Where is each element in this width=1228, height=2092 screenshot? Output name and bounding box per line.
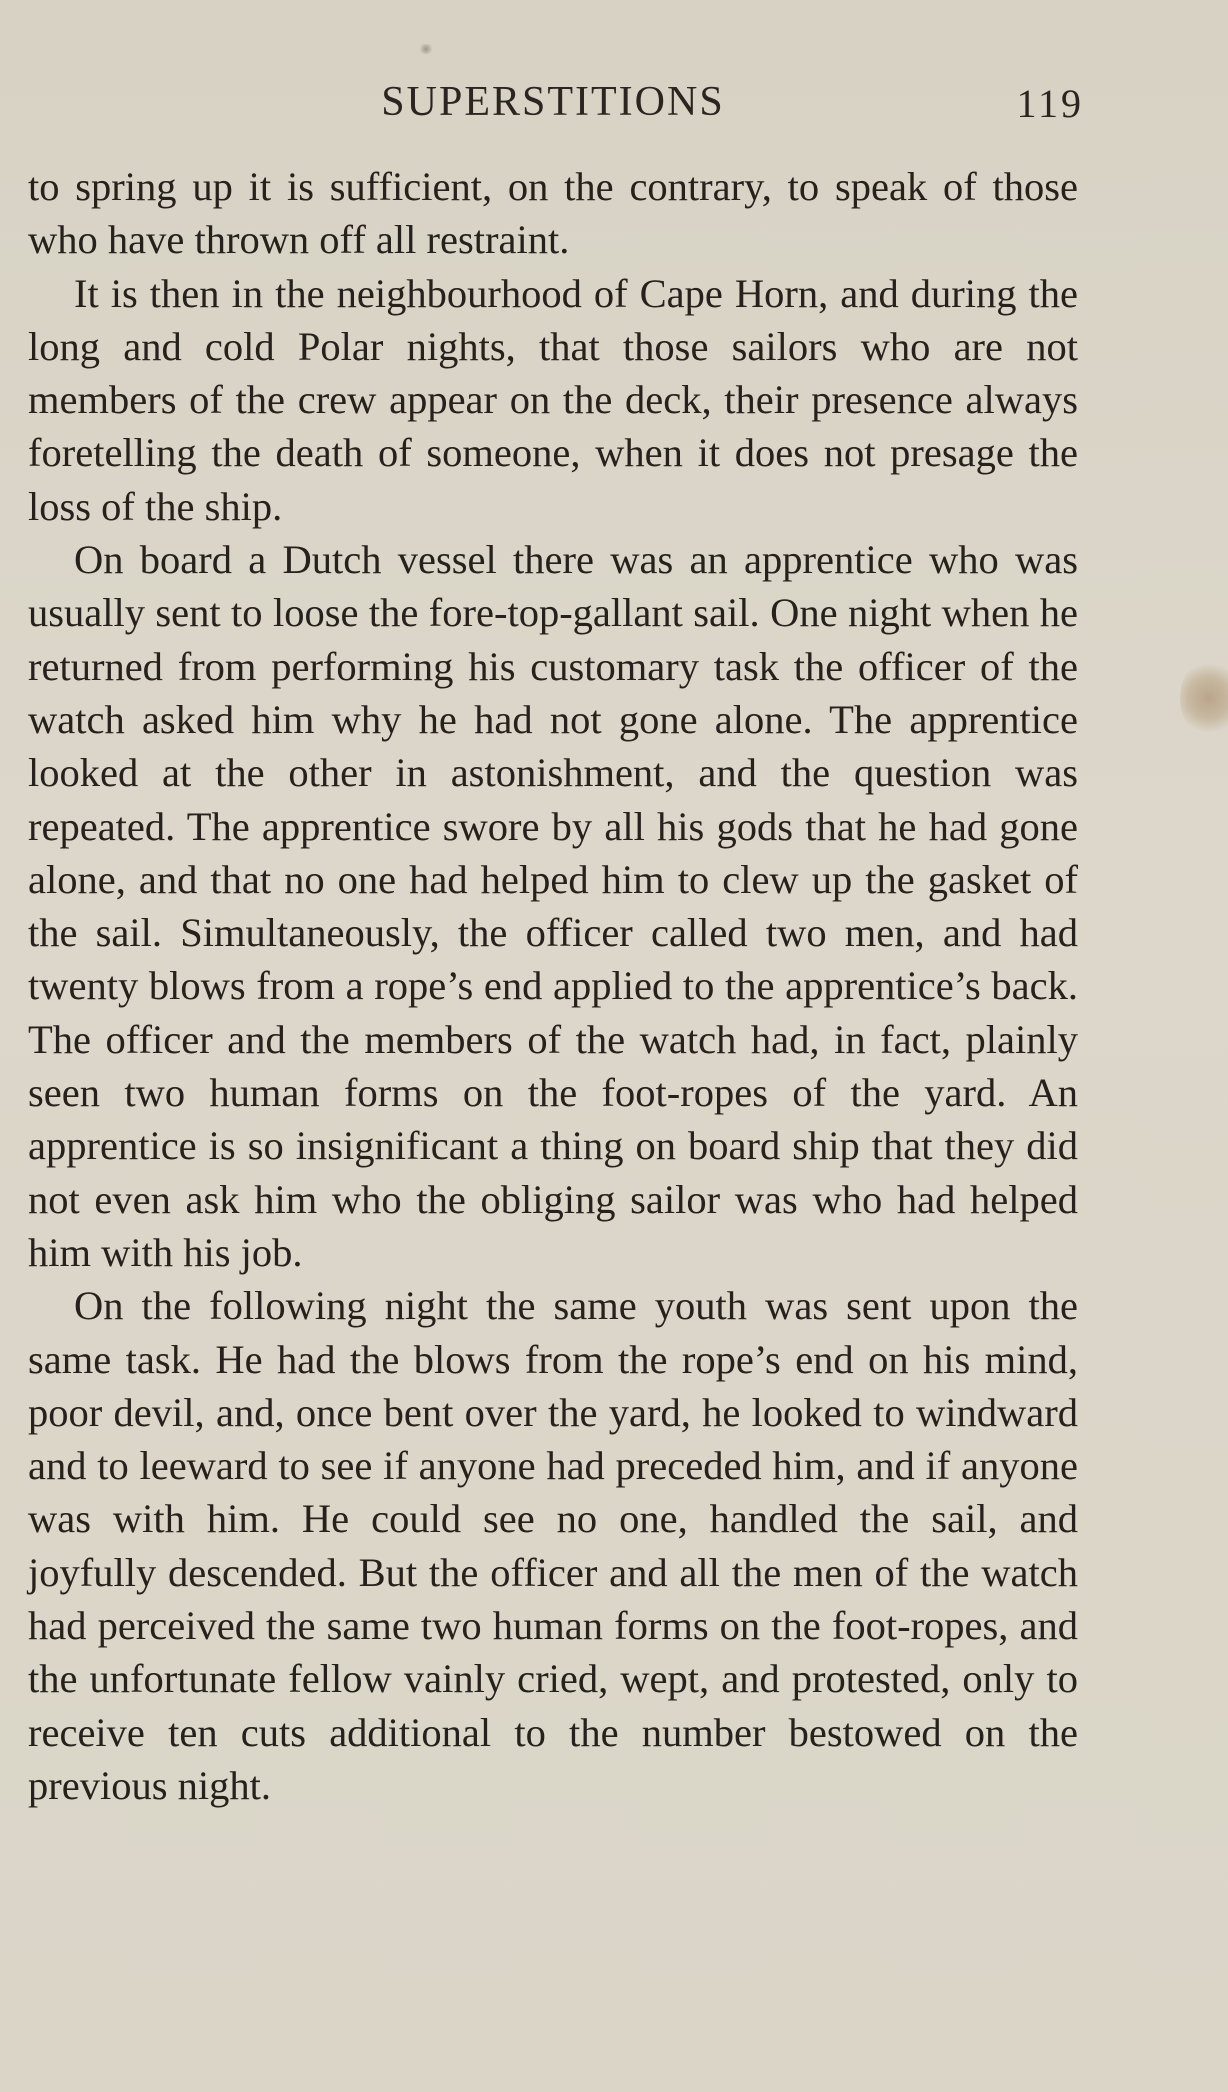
page-number: 119 xyxy=(1016,81,1084,126)
paragraph-dutch-vessel: On board a Dutch vessel there was an apprentice who was usually sent to loose the fore-top-gallant sail. One night when he returned from performing his customary task the officer of the watch asked him why he had not gone alone. The apprentice looked at the other in astonishment, and the question was repeated. The apprentice swore by all his gods that he had gone alone, and that no one had helped him to clew up the gasket of the sail. Simultaneously, the officer called two men, and had twenty blows from a rope’s end applied to the apprentice’s back. The officer and the members of the watch had, in fact, plainly seen two human forms on the foot-ropes of the yard. An apprentice is so insignificant a thing on board ship that they did not even ask him who the obliging sailor was who had helped him with his job. xyxy=(28,537,1078,1275)
body-text xyxy=(28,160,1078,1812)
page-header xyxy=(28,74,1084,144)
paper-stain xyxy=(1180,662,1228,734)
paragraph-continuation: to spring up it is sufficient, on the contrary, to speak of those who have thrown off all restraint. xyxy=(28,164,1078,263)
paragraph-cape-horn: It is then in the neighbourhood of Cape Horn, and during the long and cold Polar nights, that those sailors who are not members of the crew appear on the deck, their presence always foretelling the death of someone, when it does not presage the loss of the ship. xyxy=(28,270,1078,529)
paper-speck xyxy=(418,44,434,54)
running-title: SUPERSTITIONS xyxy=(381,79,725,125)
paragraph-following-night: On the following night the same youth was sent upon the same task. He had the blows from the rope’s end on his mind, poor devil, and, once bent over the yard, he looked to windward and to leeward to see if anyone had preceded him, and if anyone was with him. He could see no one, handled the sail, and joyfully descended. But the officer and all the men of the watch had perceived the same two human forms on the foot-ropes, and the unfortunate fellow vainly cried, wept, and protested, only to receive ten cuts additional to the number bestowed on the previous night. xyxy=(28,1283,1078,1808)
